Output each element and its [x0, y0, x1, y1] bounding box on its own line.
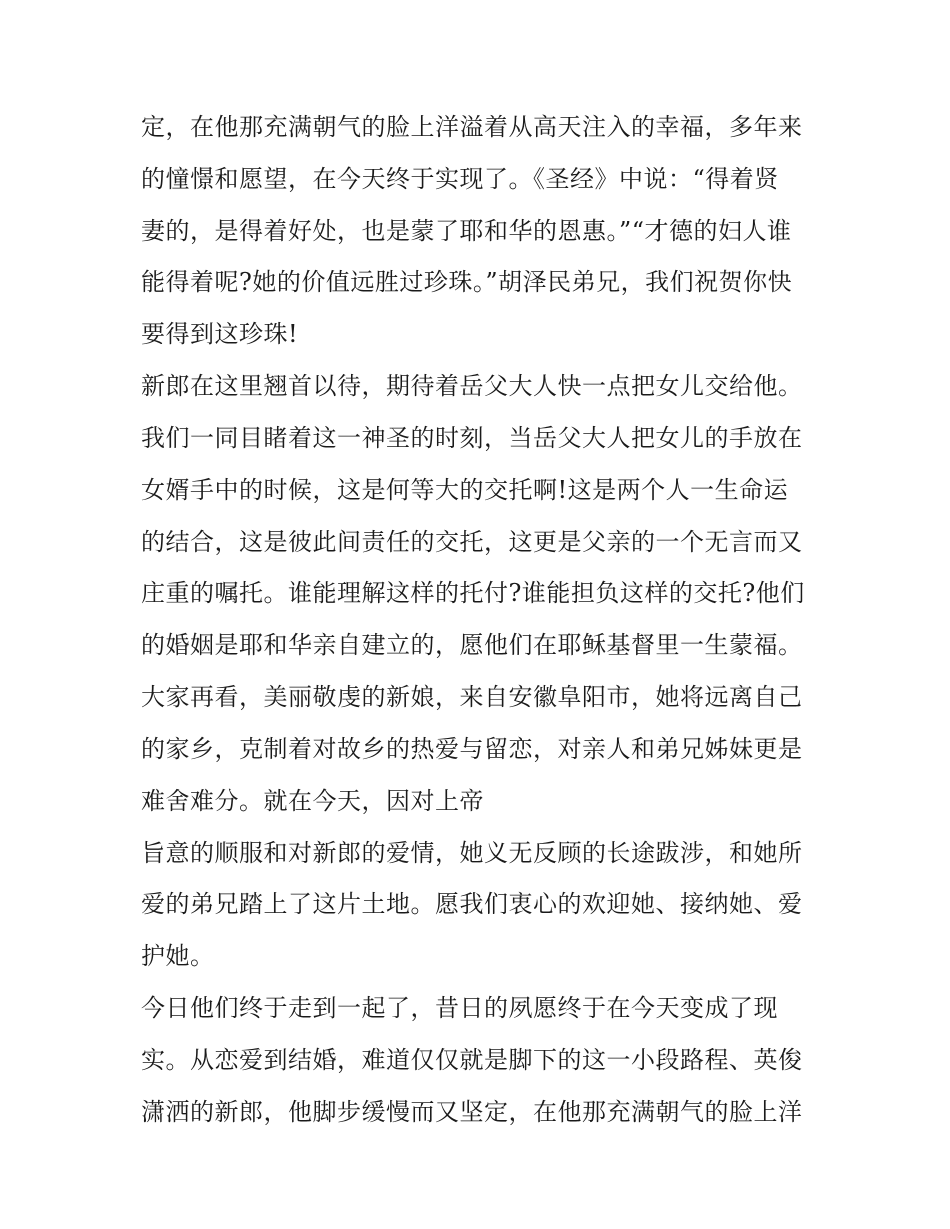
text-line: 的家乡，克制着对故乡的热爱与留恋，对亲人和弟兄姊妹更是 — [141, 735, 803, 763]
text-line: 要得到这珍珠! — [141, 320, 299, 348]
text-line: 的憧憬和愿望，在今天终于实现了。《圣经》中说：“得着贤 — [141, 165, 779, 193]
text-line: 的结合，这是彼此间责任的交托，这更是父亲的一个无言而又 — [141, 528, 803, 556]
text-line: 实。从恋爱到结婚，难道仅仅就是脚下的这一小段路程、英俊 — [141, 1046, 803, 1074]
text-line: 妻的，是得着好处，也是蒙了耶和华的恩惠。”“才德的妇人谁 — [141, 217, 792, 245]
text-line: 爱的弟兄踏上了这片土地。愿我们衷心的欢迎她、接纳她、爱 — [141, 890, 803, 918]
text-line: 我们一同目睹着这一神圣的时刻，当岳父大人把女儿的手放在 — [141, 424, 803, 452]
text-line: 定，在他那充满朝气的脸上洋溢着从高天注入的幸福，多年来 — [141, 113, 803, 141]
text-line: 护她。 — [141, 942, 215, 970]
text-line: 旨意的顺服和对新郎的爱情，她义无反顾的长途跋涉，和她所 — [141, 839, 803, 867]
text-line: 大家再看，美丽敬虔的新娘，来自安徽阜阳市，她将远离自己 — [141, 683, 803, 711]
text-line: 今日他们终于走到一起了，昔日的夙愿终于在今天变成了现 — [141, 994, 778, 1022]
text-line: 能得着呢?她的价值远胜过珍珠。”胡泽民弟兄，我们祝贺你快 — [141, 268, 793, 296]
text-line: 难舍难分。就在今天，因对上帝 — [141, 787, 484, 815]
text-line: 新郎在这里翘首以待，期待着岳父大人快一点把女儿交给他。 — [141, 372, 803, 400]
text-line: 女婿手中的时候，这是何等大的交托啊!这是两个人一生命运 — [141, 476, 789, 504]
text-line: 的婚姻是耶和华亲自建立的，愿他们在耶稣基督里一生蒙福。 — [141, 631, 803, 659]
text-line: 潇洒的新郎，他脚步缓慢而又坚定，在他那充满朝气的脸上洋 — [141, 1098, 803, 1126]
text-line: 庄重的嘱托。谁能理解这样的托付?谁能担负这样的交托?他们 — [141, 579, 805, 607]
